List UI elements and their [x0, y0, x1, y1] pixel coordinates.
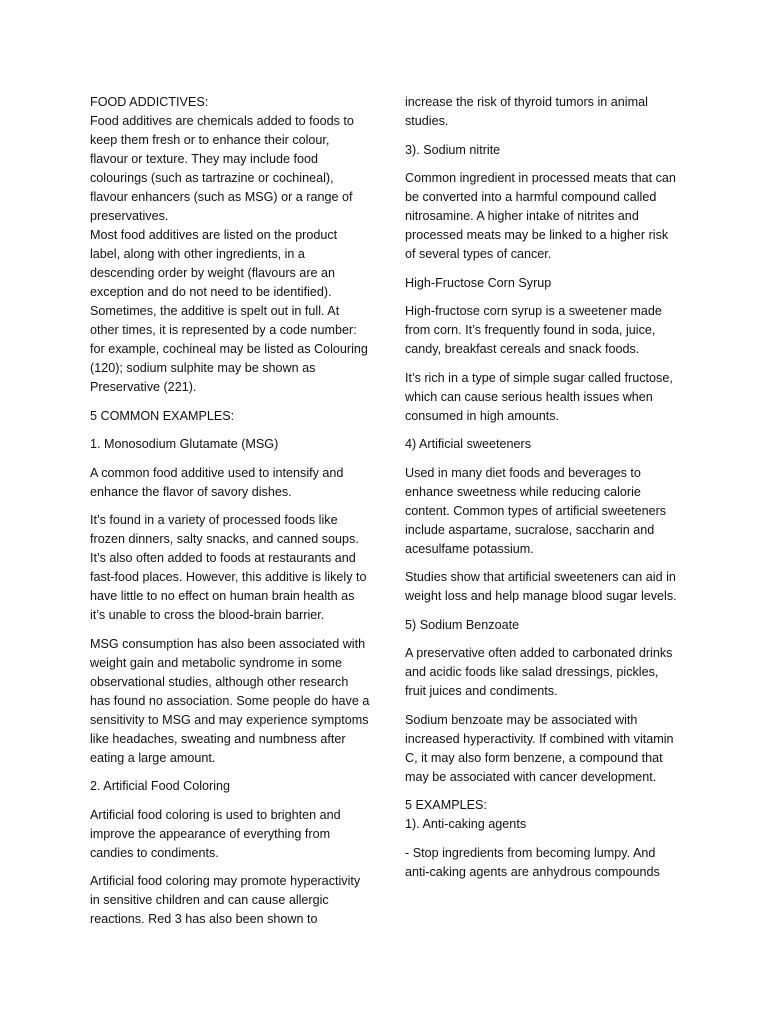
paragraph: A common food additive used to intensify and enhance the flavor of savory dishes.: [90, 465, 344, 499]
right-text-column: [405, 93, 677, 891]
section-heading-examples: 5 EXAMPLES:: [405, 798, 487, 812]
paragraph: Artificial food coloring is used to brighten and improve the appearance of everything from candies to condiments.: [90, 807, 341, 860]
section-heading-common-examples: 5 COMMON EXAMPLES:: [90, 408, 235, 423]
heading-hfcs: High-Fructose Corn Syrup: [405, 275, 552, 290]
paragraph: It’s found in a variety of processed foods like frozen dinners, salty snacks, and canned soups. It’s also often added to foods at restaurants and fast-food places. However, this additive is likely to have little to no effect on human brain health as it’s unable to cross the blood-brain barrier.: [90, 513, 367, 622]
left-text-column: [90, 93, 370, 939]
heading-msg: 1. Monosodium Glutamate (MSG): [90, 437, 279, 451]
heading-artificial-sweeteners: 4) Artificial sweeteners: [405, 437, 531, 451]
paragraph: Artificial food coloring may promote hyperactivity in sensitive children and can cause allergic reactions. Red 3 has also been shown to: [90, 874, 361, 926]
heading-sodium-benzoate: 5) Sodium Benzoate: [405, 617, 520, 632]
paragraph: Common ingredient in processed meats that can be converted into a harmful compound called nitrosamine. A higher intake of nitrites and processed meats may be linked to a higher risk of several types of cancer.: [405, 171, 676, 261]
paragraph: A preservative often added to carbonated drinks and acidic foods like salad dressings, pickles, fruit juices and condiments.: [405, 646, 673, 698]
heading-artificial-food-coloring: 2. Artificial Food Coloring: [90, 779, 230, 793]
heading-sodium-nitrite: 3). Sodium nitrite: [405, 142, 501, 157]
paragraph: High-fructose corn syrup is a sweetener made from corn. It’s frequently found in soda, juice, candy, breakfast cereals and snack foods.: [405, 304, 662, 356]
intro-paragraph: FOOD ADDICTIVES: Food additives are chemicals added to foods to keep them fresh or to enhance their colour, flavour or texture. They may include food colourings (such as tartrazine or cochineal), flavour enhancers (such as MSG) or a range of preservatives. Most food additives are listed on the product label, along with other ingredients, in a descending order by weight (flavours are an exception and do not need to be identified). Sometimes, the additive is spelt out in full. At other times, it is represented by a code number: for example, cochineal may be listed as Colouring (120); sodium sulphite may be shown as Preservative (221).: [90, 95, 368, 394]
paragraph: - Stop ingredients from becoming lumpy. And anti-caking agents are anhydrous compounds: [405, 845, 660, 879]
paragraph: increase the risk of thyroid tumors in animal studies.: [405, 95, 648, 128]
paragraph: Studies show that artificial sweeteners can aid in weight loss and help manage blood sugar levels.: [405, 570, 677, 603]
paragraph: Used in many diet foods and beverages to enhance sweetness while reducing calorie content. Common types of artificial sweeteners include aspartame, sucralose, saccharin and acesulfame potassium.: [405, 465, 667, 556]
heading-anti-caking: 1). Anti-caking agents: [405, 817, 527, 831]
paragraph: MSG consumption has also been associated with weight gain and metabolic syndrome in some observational studies, although other research has found no association. Some people do have a sensitivity to MSG and may experience symptoms like headaches, sweating and numbness after eating a large amount.: [90, 636, 370, 765]
paragraph: Sodium benzoate may be associated with increased hyperactivity. If combined with vitamin C, it may also form benzene, a compound that may be associated with cancer development.: [405, 712, 674, 784]
paragraph: It’s rich in a type of simple sugar called fructose, which can cause serious health issues when consumed in high amounts.: [405, 370, 673, 423]
